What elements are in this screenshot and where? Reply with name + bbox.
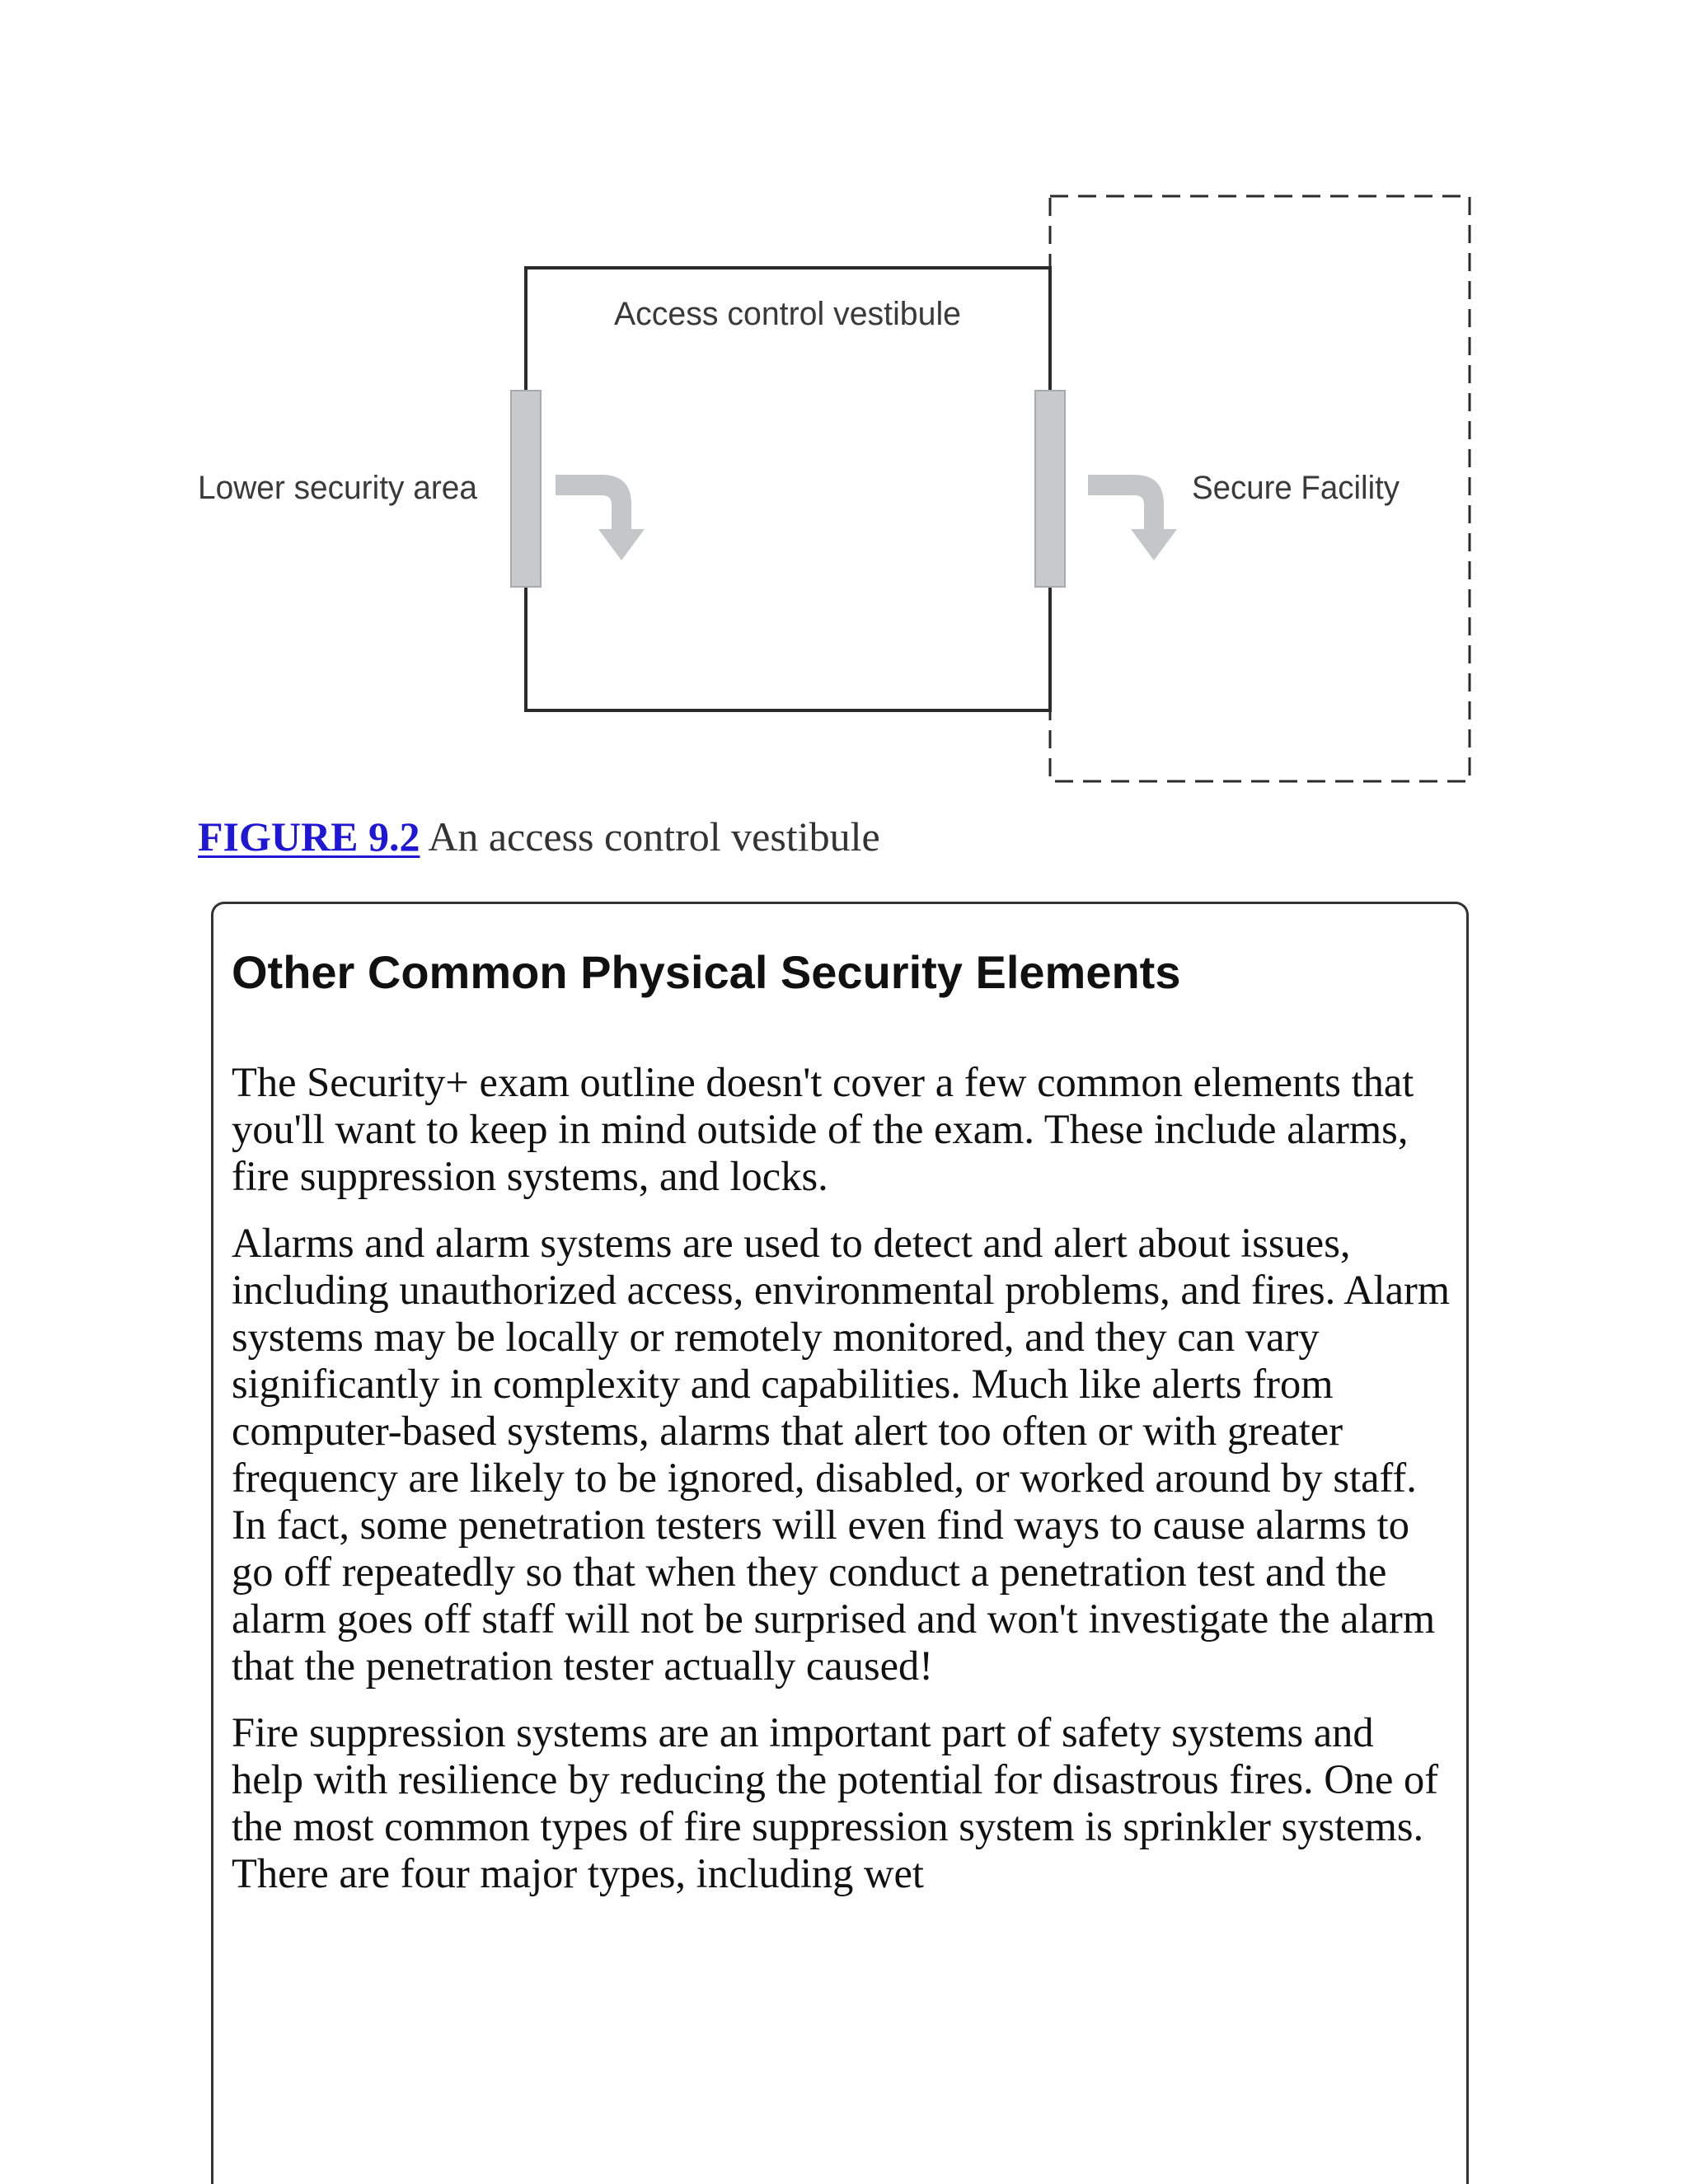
figure-link[interactable]: FIGURE 9.2 — [198, 813, 420, 860]
sidebar-box — [211, 902, 1469, 2184]
sidebar-paragraph: Fire suppression systems are an important part of safety systems and help with resilience by reducing the potential for disastrous fires. One of the most common types of fire suppression system is sprinkler systems. There are four major types, including wet — [232, 1709, 1439, 1896]
access-control-vestibule-diagram — [0, 0, 1688, 824]
caption-text: An access control vestibule — [428, 813, 880, 860]
secure-facility-label: Secure Facility — [1192, 470, 1400, 506]
sidebar-paragraph: Alarms and alarm systems are used to detect and alert about issues, including unauthorized access, environmental problems, and fires. Alarm systems may be locally or remotely monitored, and they can vary significantly in complexity and capabilities. Much like alerts from computer-based systems, alarms that alert too often or with greater frequency are likely to be ignored, disabled, or worked around by staff. In fact, some penetration testers will even find ways to cause alarms to go off repeatedly so that when they conduct a penetration test and the alarm goes off staff will not be surprised and won't investigate the alarm that the penetration tester actually caused! — [232, 1220, 1451, 1689]
sidebar-title: Other Common Physical Security Elements — [232, 946, 1181, 998]
lower-security-area-label: Lower security area — [198, 470, 478, 506]
figure-caption — [198, 812, 880, 861]
outer-door — [511, 391, 541, 587]
vestibule-label: Access control vestibule — [614, 296, 961, 332]
sidebar-paragraph: The Security+ exam outline doesn't cover a few common elements that you'll want to keep in mind outside of the exam. These include alarms, fire suppression systems, and locks. — [232, 1059, 1414, 1199]
entry-arrow-icon — [1088, 475, 1177, 560]
inner-door — [1035, 391, 1065, 587]
